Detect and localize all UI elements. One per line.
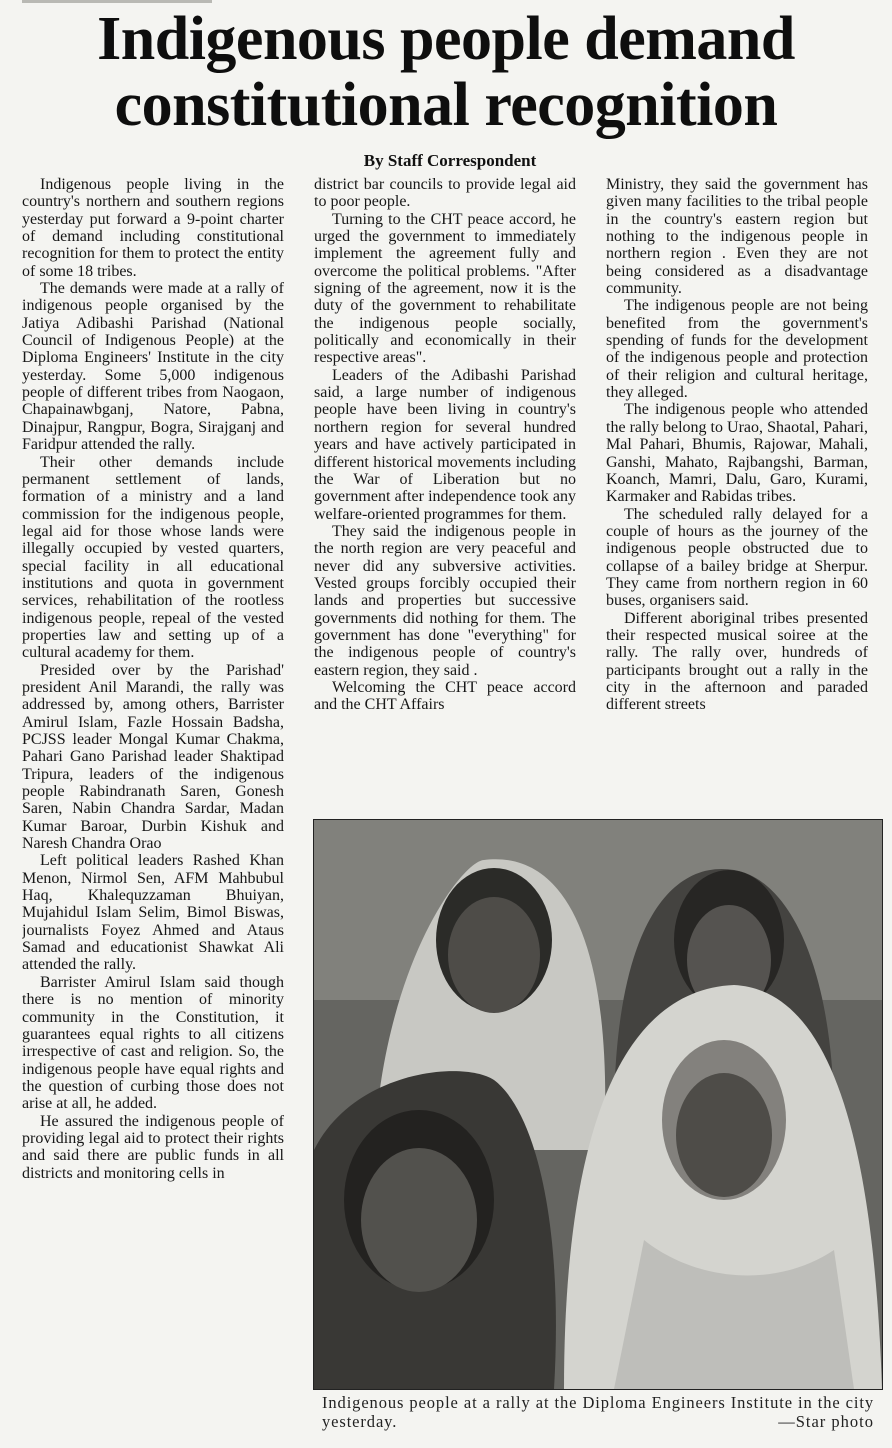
paragraph: Barrister Amirul Islam said though there is no mention of minority community in the Constitution, it guarantees equal rights to all citizens irrespective of cast and religion. So, the indigenous people have equal rights and the question of curbing those does not arise at all, he added.: [22, 973, 284, 1113]
paragraph: Leaders of the Adibashi Parishad said, a large number of indigenous people have been living in country's northern region for several hundred years and have actively participated in different historical movements including the War of Liberation but no government after independence took any welfare-oriented programmes for them.: [314, 366, 576, 523]
photo-caption: [322, 1393, 874, 1431]
paragraph: The demands were made at a rally of indigenous people organised by the Jatiya Adibashi Parishad (National Council of Indigenous People) at the Diploma Engineers' Institute in the city yesterday. Some 5,000 indigenous people of different tribes from Naogaon, Chapainawbganj, Natore, Pabna, Dinajpur, Rangpur, Bogra, Sirajganj and Faridpur attended the rally.: [22, 280, 284, 454]
column-1: [22, 176, 284, 1440]
paragraph: Their other demands include permanent settlement of lands, formation of a ministry and a land commission for the indigenous people, legal aid for those whose lands were illegally occupied by vested quarters, special facility in all educational institutions and quota in government services, rehabilitation of the rootless indigenous people, repeal of the vested properties law and setting up of a cultural academy for them.: [22, 453, 284, 662]
paragraph: Different aboriginal tribes presented their respected musical soiree at the rally. The rally over, hundreds of participants brought out a rally in the city in the afternoon and paraded different streets: [606, 609, 868, 714]
column-2: [314, 176, 576, 808]
paragraph-continued: district bar councils to provide legal aid to poor people.: [314, 176, 576, 211]
headline-line-2: constitutional recognition: [114, 71, 778, 139]
column-3: [606, 176, 868, 808]
rally-photo: [313, 819, 883, 1390]
paragraph: They said the indigenous people in the north region are very peaceful and never did any subversive activities. Vested groups forcibly occupied their lands and properties but successive governments did nothing for them. The government has done "everything" for the indigenous people of country's eastern region, they said .: [314, 522, 576, 679]
photo-illustration: [314, 820, 882, 1389]
paragraph: Indigenous people living in the country's northern and southern regions yesterday put forward a 9-point charter of demand including constitutional recognition for them to protect the entity of some 18 tribes.: [22, 176, 284, 280]
paragraph: The scheduled rally delayed for a couple of hours as the journey of the indigenous people obstructed due to collapse of a bailey bridge at Sherpur. They came from northern region in 60 buses, organisers said.: [606, 505, 868, 610]
paragraph: The indigenous people who attended the rally belong to Urao, Shaotal, Pahari, Mal Pahari, Bhumis, Rajowar, Mahali, Ganshi, Mahato, Rajbangshi, Barman, Koanch, Mamri, Dalu, Garo, Kurami, Karmaker and Rabidas tribes.: [606, 401, 868, 506]
paragraph: Turning to the CHT peace accord, he urged the government to immediately implement the agreement fully and overcome the political problems. "After signing of the agreement, now it is the duty of the government to rehabilitate the indigenous people socially, politically and economically in their respective areas".: [314, 210, 576, 367]
paragraph: The indigenous people are not being benefited from the government's spending of funds for the development of the indigenous people and protection of their religion and cultural heritage, they alleged.: [606, 297, 868, 402]
headline: [0, 6, 892, 138]
byline: By Staff Correspondent: [363, 151, 537, 170]
caption-text: Indigenous people at a rally at the Diploma Engineers Institute in the city yesterday.: [322, 1393, 874, 1431]
headline-line-1: Indigenous people demand: [97, 5, 795, 73]
paragraph-continued: Ministry, they said the government has given many facilities to the tribal people in the country's eastern region but nothing to the indigenous people in northern region . Even they are not being considered as a disadvantage community.: [606, 176, 868, 298]
paragraph: Welcoming the CHT peace accord and the CHT Affairs: [314, 678, 576, 714]
paragraph: Left political leaders Rashed Khan Menon, Nirmol Sen, AFM Mahbubul Haq, Khalequzzaman Bhuiyan, Mujahidul Islam Selim, Bimol Biswas, journalists Foyez Ahmed and Ataus Samad and educationist Shawkat Ali attended the rally.: [22, 852, 284, 974]
photo-credit: —Star photo: [778, 1412, 874, 1431]
paragraph: Presided over by the Parishad' president Anil Marandi, the rally was addressed by, among others, Barrister Amirul Islam, Fazle Hossain Badsha, PCJSS leader Mongal Kumar Chakma, Pahari Gano Parishad leader Shaktipad Tripura, leaders of the indigenous people Rabindranath Saren, Gonesh Saren, Nabin Chandra Sardar, Madan Kumar Baroar, Durbin Kishuk and Naresh Chandra Orao: [22, 661, 284, 853]
paragraph: He assured the indigenous people of providing legal aid to protect their rights and said there are public funds in all districts and monitoring cells in: [22, 1112, 284, 1182]
top-rule: [22, 0, 212, 3]
